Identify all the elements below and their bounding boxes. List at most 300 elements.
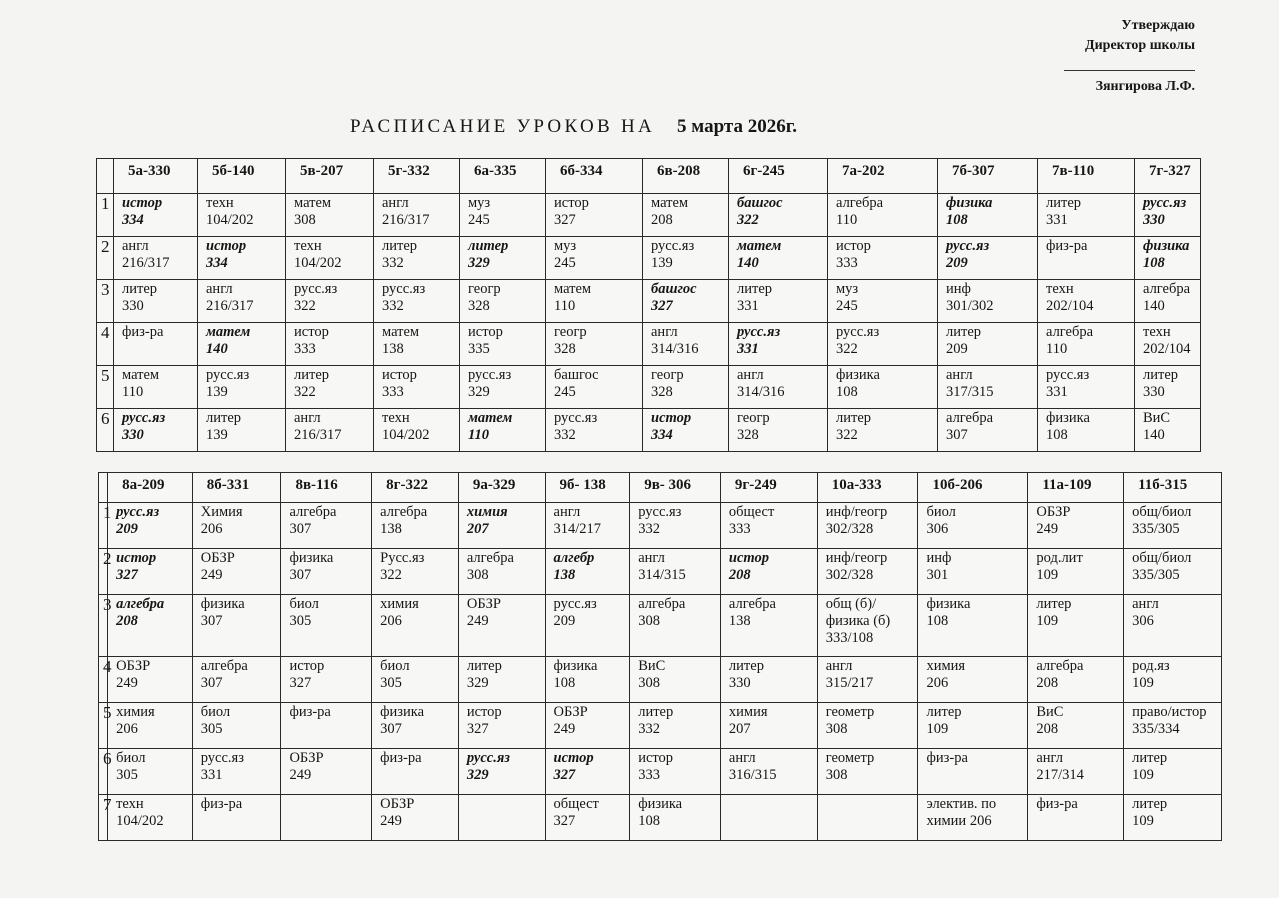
lesson-text: техн 202/104: [1143, 324, 1191, 357]
lesson-cell: [545, 703, 630, 749]
lesson-cell: [286, 409, 374, 452]
lesson-cell: [460, 280, 546, 323]
lesson-cell: [372, 703, 459, 749]
lesson-text: литер 331: [1046, 195, 1082, 228]
lesson-cell: [729, 237, 828, 280]
lesson-text: англ 317/315: [946, 367, 994, 400]
lesson-cell: [546, 409, 643, 452]
lesson-text: алгебра 208: [1036, 658, 1084, 691]
class-header: 11б-315: [1124, 473, 1222, 503]
lesson-number: 5: [99, 703, 108, 749]
lesson-text: биол 305: [289, 596, 319, 629]
header-row: [99, 473, 1222, 503]
lesson-cell: [643, 194, 729, 237]
lesson-cell: [729, 409, 828, 452]
director-name: Зянгирова Л.Ф.: [1095, 79, 1195, 94]
lesson-cell: [1038, 323, 1135, 366]
lesson-cell: [630, 749, 721, 795]
lesson-row: [99, 595, 1222, 657]
lesson-cell: [643, 237, 729, 280]
lesson-text: литер 109: [926, 704, 962, 737]
lesson-cell: [1028, 549, 1124, 595]
lesson-cell: [460, 366, 546, 409]
lesson-cell: [630, 549, 721, 595]
lesson-text: литер 331: [737, 281, 773, 314]
lesson-cell: [192, 503, 281, 549]
lesson-text: башгос 327: [651, 281, 697, 314]
lesson-cell: [817, 703, 918, 749]
lesson-cell: [198, 409, 286, 452]
lesson-cell: [817, 795, 918, 841]
lesson-text: русс.яз 331: [1046, 367, 1090, 400]
lesson-text: литер 329: [468, 238, 509, 271]
lesson-text: литер 209: [946, 324, 982, 357]
lesson-text: литер 322: [294, 367, 330, 400]
lesson-text: истор 327: [289, 658, 325, 691]
lesson-text: русс.яз 139: [206, 367, 250, 400]
lesson-cell: [1038, 237, 1135, 280]
lesson-text: матем 308: [294, 195, 332, 228]
title-text: РАСПИСАНИЕ УРОКОВ НА: [350, 116, 656, 137]
lesson-cell: [460, 194, 546, 237]
lesson-text: алгебра 138: [380, 504, 428, 537]
lesson-cell: [828, 409, 938, 452]
lesson-cell: [545, 595, 630, 657]
lesson-text: алгебра 110: [1046, 324, 1094, 357]
lesson-text: истор 327: [554, 195, 589, 228]
class-header: 8б-331: [192, 473, 281, 503]
lesson-cell: [729, 280, 828, 323]
lesson-cell: [720, 795, 817, 841]
lesson-cell: [108, 795, 193, 841]
lesson-text: ОБЗР 249: [289, 750, 324, 783]
lesson-text: инф/геогр 302/328: [825, 550, 888, 583]
class-header: 5г-332: [374, 159, 460, 194]
lesson-text: литер 330: [728, 658, 764, 691]
lesson-row: [97, 280, 1201, 323]
class-header: 6а-335: [460, 159, 546, 194]
lesson-cell: [286, 237, 374, 280]
lesson-text: биол 306: [926, 504, 956, 537]
lesson-text: физ-ра: [380, 750, 422, 766]
lesson-text: алгебра 307: [200, 658, 248, 691]
lesson-cell: [938, 237, 1038, 280]
lesson-cell: [1135, 409, 1201, 452]
lesson-text: истор 327: [553, 750, 594, 783]
lesson-text: физика 108: [1143, 238, 1190, 271]
lesson-text: ОБЗР 249: [116, 658, 151, 691]
lesson-text: физ-ра: [122, 324, 164, 340]
lesson-cell: [1124, 795, 1222, 841]
class-header: 8г-322: [372, 473, 459, 503]
lesson-text: русс.яз 209: [946, 238, 990, 271]
lesson-cell: [198, 323, 286, 366]
lesson-text: химия 207: [466, 504, 508, 537]
schedule-table-grades-8-11: [98, 472, 1222, 841]
lesson-cell: [1028, 595, 1124, 657]
lesson-text: англ 316/315: [728, 750, 777, 783]
lesson-text: истор 333: [294, 324, 329, 357]
lesson-cell: [1135, 194, 1201, 237]
lesson-number: 6: [99, 749, 108, 795]
lesson-cell: [720, 657, 817, 703]
lesson-text: общест 333: [728, 504, 775, 537]
lesson-cell: [828, 280, 938, 323]
lesson-number: 2: [99, 549, 108, 595]
lesson-text: истор 333: [638, 750, 674, 783]
lesson-text: англ 216/317: [206, 281, 254, 314]
lesson-text: алгебра 308: [466, 550, 514, 583]
lesson-text: литер 109: [1132, 750, 1168, 783]
lesson-text: литер 329: [466, 658, 502, 691]
lesson-cell: [286, 280, 374, 323]
lesson-text: алгебра 140: [1143, 281, 1191, 314]
lesson-cell: [1124, 503, 1222, 549]
lesson-text: русс.яз 329: [468, 367, 512, 400]
lesson-cell: [1028, 795, 1124, 841]
lesson-cell: [192, 703, 281, 749]
lesson-cell: [192, 595, 281, 657]
class-header: 7б-307: [938, 159, 1038, 194]
lesson-cell: [817, 549, 918, 595]
lesson-cell: [918, 503, 1028, 549]
lesson-cell: [108, 749, 193, 795]
lesson-cell: [918, 703, 1028, 749]
lesson-cell: [828, 366, 938, 409]
lesson-cell: [192, 657, 281, 703]
lesson-cell: [1028, 749, 1124, 795]
lesson-cell: [938, 280, 1038, 323]
header-row: [97, 159, 1201, 194]
lesson-text: химия 207: [728, 704, 768, 737]
lesson-cell: [1124, 749, 1222, 795]
lesson-text: инф 301: [926, 550, 952, 583]
lesson-text: общест 327: [553, 796, 599, 829]
lesson-cell: [198, 280, 286, 323]
lesson-row: [99, 703, 1222, 749]
lesson-cell: [281, 657, 372, 703]
schedule-table-grades-5-7: [96, 158, 1201, 452]
lesson-cell: [372, 749, 459, 795]
lesson-cell: [281, 503, 372, 549]
lesson-cell: [938, 366, 1038, 409]
class-header: 6б-334: [546, 159, 643, 194]
class-header: 9г-249: [720, 473, 817, 503]
title-date: 5 марта 2026г.: [677, 116, 797, 137]
lesson-text: физика 108: [553, 658, 598, 691]
lesson-cell: [198, 194, 286, 237]
lesson-text: русс.яз 332: [638, 504, 682, 537]
lesson-text: истор 208: [728, 550, 770, 583]
lesson-cell: [108, 595, 193, 657]
lesson-text: англ 306: [1132, 596, 1159, 629]
lesson-text: техн 104/202: [382, 410, 430, 443]
lesson-number: 7: [99, 795, 108, 841]
lesson-cell: [630, 503, 721, 549]
lesson-row: [97, 366, 1201, 409]
lesson-cell: [374, 323, 460, 366]
lesson-text: алгебра 308: [638, 596, 686, 629]
lesson-cell: [372, 657, 459, 703]
lesson-text: геогр 328: [737, 410, 770, 443]
lesson-cell: [720, 749, 817, 795]
lesson-text: алгебра 307: [289, 504, 337, 537]
lesson-text: род.лит 109: [1036, 550, 1083, 583]
lesson-cell: [114, 409, 198, 452]
lesson-text: техн 104/202: [294, 238, 342, 271]
lesson-text: истор 334: [206, 238, 247, 271]
lesson-text: ОБЗР 249: [1036, 504, 1071, 537]
lesson-text: истор 335: [468, 324, 503, 357]
lesson-text: истор 333: [382, 367, 417, 400]
lesson-cell: [546, 194, 643, 237]
lesson-text: русс.яз 330: [122, 410, 166, 443]
lesson-cell: [374, 237, 460, 280]
lesson-cell: [729, 194, 828, 237]
lesson-cell: [281, 795, 372, 841]
lesson-text: геогр 328: [468, 281, 501, 314]
lesson-cell: [630, 795, 721, 841]
lesson-text: истор 327: [116, 550, 157, 583]
lesson-cell: [114, 323, 198, 366]
lesson-text: геогр 328: [651, 367, 684, 400]
lesson-text: матем 138: [382, 324, 420, 357]
lesson-text: матем 140: [206, 324, 251, 357]
lesson-cell: [643, 280, 729, 323]
lesson-text: ОБЗР 249: [466, 596, 501, 629]
lesson-cell: [720, 503, 817, 549]
lesson-text: геогр 328: [554, 324, 587, 357]
lesson-cell: [828, 237, 938, 280]
lesson-cell: [374, 194, 460, 237]
class-header: 6г-245: [729, 159, 828, 194]
lesson-text: литер 109: [1132, 796, 1168, 829]
lesson-text: истор 334: [651, 410, 692, 443]
lesson-text: химия 206: [380, 596, 419, 629]
lesson-text: муз 245: [468, 195, 491, 228]
approval-line2: Директор школы: [1084, 38, 1195, 53]
lesson-cell: [720, 549, 817, 595]
lesson-cell: [828, 194, 938, 237]
class-header: 5а-330: [114, 159, 198, 194]
lesson-text: физ-ра: [1036, 796, 1078, 812]
lesson-cell: [192, 795, 281, 841]
lesson-cell: [643, 323, 729, 366]
lesson-text: истор 334: [122, 195, 163, 228]
lesson-cell: [192, 549, 281, 595]
lesson-text: русс.яз 209: [553, 596, 597, 629]
lesson-row: [97, 237, 1201, 280]
lesson-number: 2: [97, 237, 114, 280]
lesson-cell: [458, 795, 545, 841]
lesson-number: 3: [99, 595, 108, 657]
lesson-cell: [546, 280, 643, 323]
lesson-text: ВиС 308: [638, 658, 666, 691]
lesson-cell: [198, 237, 286, 280]
lesson-cell: [918, 749, 1028, 795]
lesson-text: физ-ра: [289, 704, 331, 720]
lesson-text: алгебра 307: [946, 410, 994, 443]
lesson-text: муз 245: [836, 281, 859, 314]
lesson-cell: [1038, 194, 1135, 237]
lesson-cell: [828, 323, 938, 366]
class-header: 7в-110: [1038, 159, 1135, 194]
lesson-text: русс.яз 322: [294, 281, 338, 314]
lesson-text: техн 104/202: [206, 195, 254, 228]
class-header: 8а-209: [108, 473, 193, 503]
lesson-cell: [1135, 280, 1201, 323]
lesson-text: литер 330: [1143, 367, 1179, 400]
lesson-cell: [114, 194, 198, 237]
lesson-row: [97, 323, 1201, 366]
lesson-cell: [545, 503, 630, 549]
lesson-cell: [918, 595, 1028, 657]
class-header: 10а-333: [817, 473, 918, 503]
lesson-text: ВиС 208: [1036, 704, 1064, 737]
lesson-text: физика 108: [946, 195, 993, 228]
lesson-cell: [1038, 280, 1135, 323]
lesson-cell: [374, 366, 460, 409]
lesson-text: литер 332: [638, 704, 674, 737]
lesson-cell: [546, 323, 643, 366]
lesson-cell: [1038, 366, 1135, 409]
lesson-cell: [1124, 657, 1222, 703]
lesson-cell: [108, 503, 193, 549]
lesson-text: ОБЗР 249: [200, 550, 235, 583]
lesson-cell: [114, 237, 198, 280]
lesson-cell: [1124, 595, 1222, 657]
lesson-cell: [281, 703, 372, 749]
lesson-cell: [630, 703, 721, 749]
corner-cell: [99, 473, 108, 503]
lesson-cell: [372, 795, 459, 841]
approval-line1: Утверждаю: [1121, 18, 1195, 33]
lesson-cell: [1124, 549, 1222, 595]
lesson-text: англ 314/316: [737, 367, 785, 400]
lesson-cell: [281, 549, 372, 595]
lesson-row: [97, 409, 1201, 452]
lesson-cell: [374, 280, 460, 323]
lesson-cell: [281, 595, 372, 657]
lesson-text: истор 327: [466, 704, 502, 737]
lesson-cell: [458, 703, 545, 749]
lesson-cell: [545, 795, 630, 841]
lesson-cell: [1028, 503, 1124, 549]
lesson-text: башгос 322: [737, 195, 783, 228]
lesson-text: алгебра 110: [836, 195, 884, 228]
lesson-number: 1: [97, 194, 114, 237]
lesson-text: род.яз 109: [1132, 658, 1170, 691]
lesson-text: электив. по химии 206: [926, 796, 997, 829]
lesson-cell: [817, 749, 918, 795]
lesson-text: алгебр 138: [553, 550, 595, 583]
lesson-row: [99, 749, 1222, 795]
lesson-cell: [720, 595, 817, 657]
class-header: 11а-109: [1028, 473, 1124, 503]
lesson-cell: [729, 366, 828, 409]
class-header: 5б-140: [198, 159, 286, 194]
lesson-cell: [1028, 703, 1124, 749]
lesson-number: 3: [97, 280, 114, 323]
lesson-cell: [460, 323, 546, 366]
lesson-cell: [918, 549, 1028, 595]
lesson-text: русс.яз 331: [737, 324, 781, 357]
lesson-text: англ 314/315: [638, 550, 686, 583]
lesson-cell: [286, 366, 374, 409]
lesson-text: англ 216/317: [122, 238, 170, 271]
lesson-text: Химия 206: [200, 504, 243, 537]
lesson-cell: [374, 409, 460, 452]
lesson-text: ВиС 140: [1143, 410, 1171, 443]
lesson-number: 6: [97, 409, 114, 452]
lesson-cell: [545, 549, 630, 595]
class-header: 9а-329: [458, 473, 545, 503]
lesson-text: химия 206: [926, 658, 966, 691]
lesson-number: 1: [99, 503, 108, 549]
lesson-cell: [372, 503, 459, 549]
lesson-cell: [114, 366, 198, 409]
lesson-text: химия 206: [116, 704, 155, 737]
lesson-text: англ 314/217: [553, 504, 602, 537]
lesson-text: техн 104/202: [116, 796, 164, 829]
lesson-text: матем 140: [737, 238, 782, 271]
class-header: 8в-116: [281, 473, 372, 503]
class-header: 7г-327: [1135, 159, 1201, 194]
lesson-text: литер 109: [1036, 596, 1072, 629]
lesson-cell: [460, 237, 546, 280]
lesson-text: общ (б)/ физика (б) 333/108: [825, 596, 891, 646]
lesson-text: русс.яз 209: [116, 504, 160, 537]
lesson-cell: [286, 323, 374, 366]
lesson-cell: [1135, 323, 1201, 366]
lesson-cell: [286, 194, 374, 237]
lesson-cell: [198, 366, 286, 409]
lesson-text: биол 305: [380, 658, 410, 691]
lesson-cell: [458, 549, 545, 595]
signature-line: [1064, 70, 1195, 71]
lesson-row: [99, 795, 1222, 841]
lesson-text: физика 108: [1046, 410, 1090, 443]
class-header: 7а-202: [828, 159, 938, 194]
lesson-number: 4: [99, 657, 108, 703]
lesson-cell: [458, 749, 545, 795]
lesson-cell: [918, 657, 1028, 703]
class-header: 6в-208: [643, 159, 729, 194]
lesson-text: биол 305: [200, 704, 231, 737]
class-header: 10б-206: [918, 473, 1028, 503]
lesson-cell: [192, 749, 281, 795]
lesson-text: англ 217/314: [1036, 750, 1084, 783]
lesson-cell: [1135, 366, 1201, 409]
lesson-text: биол 305: [116, 750, 146, 783]
lesson-cell: [108, 657, 193, 703]
lesson-cell: [281, 749, 372, 795]
lesson-cell: [1038, 409, 1135, 452]
lesson-text: геометр 308: [825, 704, 875, 737]
lesson-text: русс.яз 332: [382, 281, 426, 314]
lesson-text: техн 202/104: [1046, 281, 1094, 314]
lesson-text: англ 314/316: [651, 324, 699, 357]
lesson-text: общ/биол 335/305: [1132, 550, 1192, 583]
lesson-cell: [643, 409, 729, 452]
lesson-cell: [1135, 237, 1201, 280]
lesson-cell: [372, 549, 459, 595]
class-header: 5в-207: [286, 159, 374, 194]
lesson-cell: [938, 409, 1038, 452]
lesson-cell: [458, 503, 545, 549]
lesson-cell: [938, 323, 1038, 366]
lesson-cell: [817, 503, 918, 549]
